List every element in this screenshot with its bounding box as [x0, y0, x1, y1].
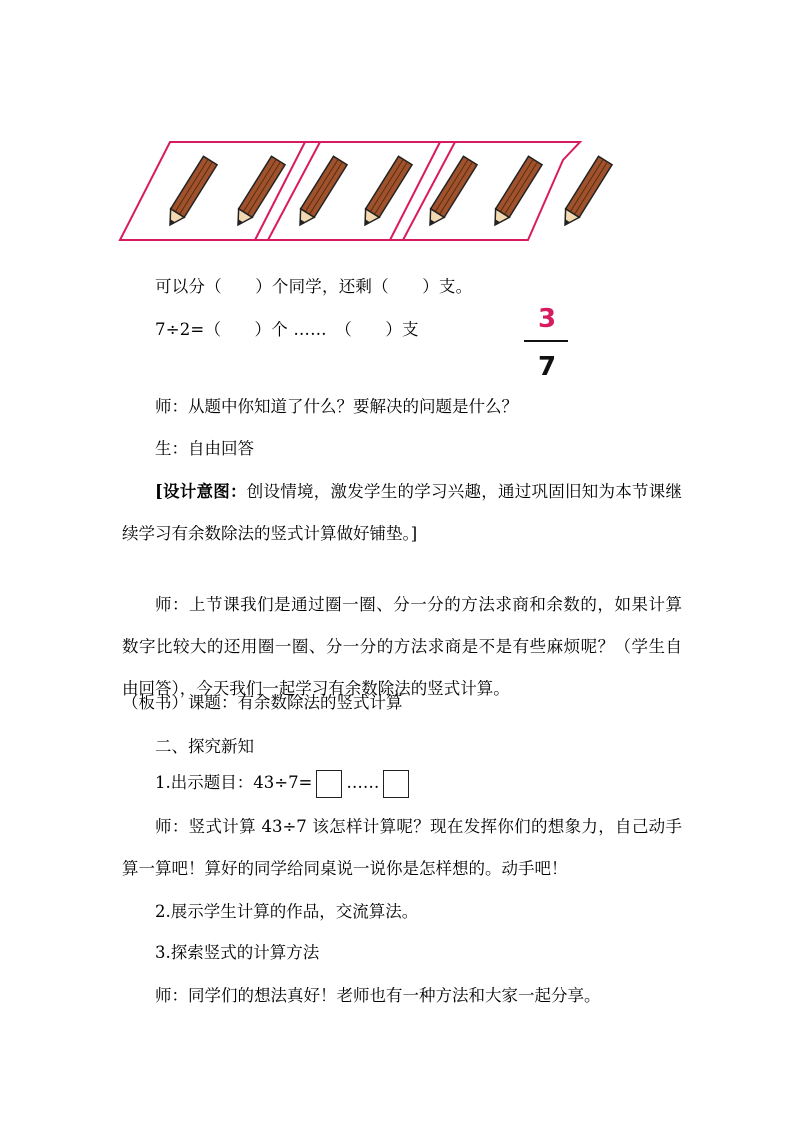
paragraph-problem	[122, 762, 682, 804]
quotient-box	[316, 770, 342, 798]
paragraph-teacher-vertical: 师：竖式计算 43÷7 该怎样计算呢？现在发挥你们的想象力，自己动手算一算吧！算好的同学给同桌说一说你是怎样想的。动手吧！	[122, 817, 682, 878]
fraction-numerator: 3	[538, 304, 557, 334]
pencil-icon	[423, 156, 477, 229]
paragraph-student-answer: 生：自由回答	[155, 439, 254, 458]
pencil-icon	[558, 156, 612, 229]
remainder-box	[383, 770, 409, 798]
paragraph-teacher-share: 师：同学们的想法真好！老师也有一种方法和大家一起分享。	[155, 986, 601, 1005]
paragraph-design-intent	[122, 471, 682, 555]
paragraph-teacher-question: 师：从题中你知道了什么？要解决的问题是什么？	[155, 397, 518, 416]
group-frame	[255, 142, 455, 240]
question-line-1: 可以分（ ）个同学，还剩（ ）支。	[155, 277, 473, 296]
paragraph-blackboard-title: （板书）课题：有余数除法的竖式计算	[122, 693, 403, 712]
pencils	[163, 156, 612, 229]
ellipsis-text: ……	[346, 773, 380, 792]
group-frame	[120, 142, 320, 240]
pencil-icon	[293, 156, 347, 229]
fraction-bar	[524, 340, 568, 342]
group-frame	[390, 142, 580, 240]
paragraph-explore-method: 3.探索竖式的计算方法	[155, 943, 320, 962]
pencil-icon	[163, 156, 217, 229]
design-intent-text: 创设情境，激发学生的学习兴趣，通过巩固旧知为本节课继续学习有余数除法的竖式计算做好铺垫。]	[122, 482, 682, 543]
paragraph-show-works: 2.展示学生计算的作品，交流算法。	[155, 902, 419, 921]
pencil-icon	[488, 156, 542, 229]
section-heading-explore: 二、探究新知	[155, 737, 254, 756]
fraction-denominator: 7	[538, 352, 557, 382]
pencil-icon	[358, 156, 412, 229]
fraction-figure	[520, 300, 580, 390]
design-intent-label: [设计意图：	[155, 482, 247, 501]
pencil-grouping-illustration	[110, 130, 630, 250]
problem-text: 1.出示题目：43÷7=	[155, 773, 313, 792]
paragraph-teacher-intro: 师：上节课我们是通过圈一圈、分一分的方法求商和余数的，如果计算数字比较大的还用圈一圈、分一分的方法求商是不是有些麻烦呢？（学生自由回答），今天我们一起学习有余数除法的竖式计算。	[122, 595, 682, 698]
pencil-icon	[231, 156, 285, 229]
question-line-2: 7÷2=（ ）个 …… （ ）支	[155, 320, 419, 339]
